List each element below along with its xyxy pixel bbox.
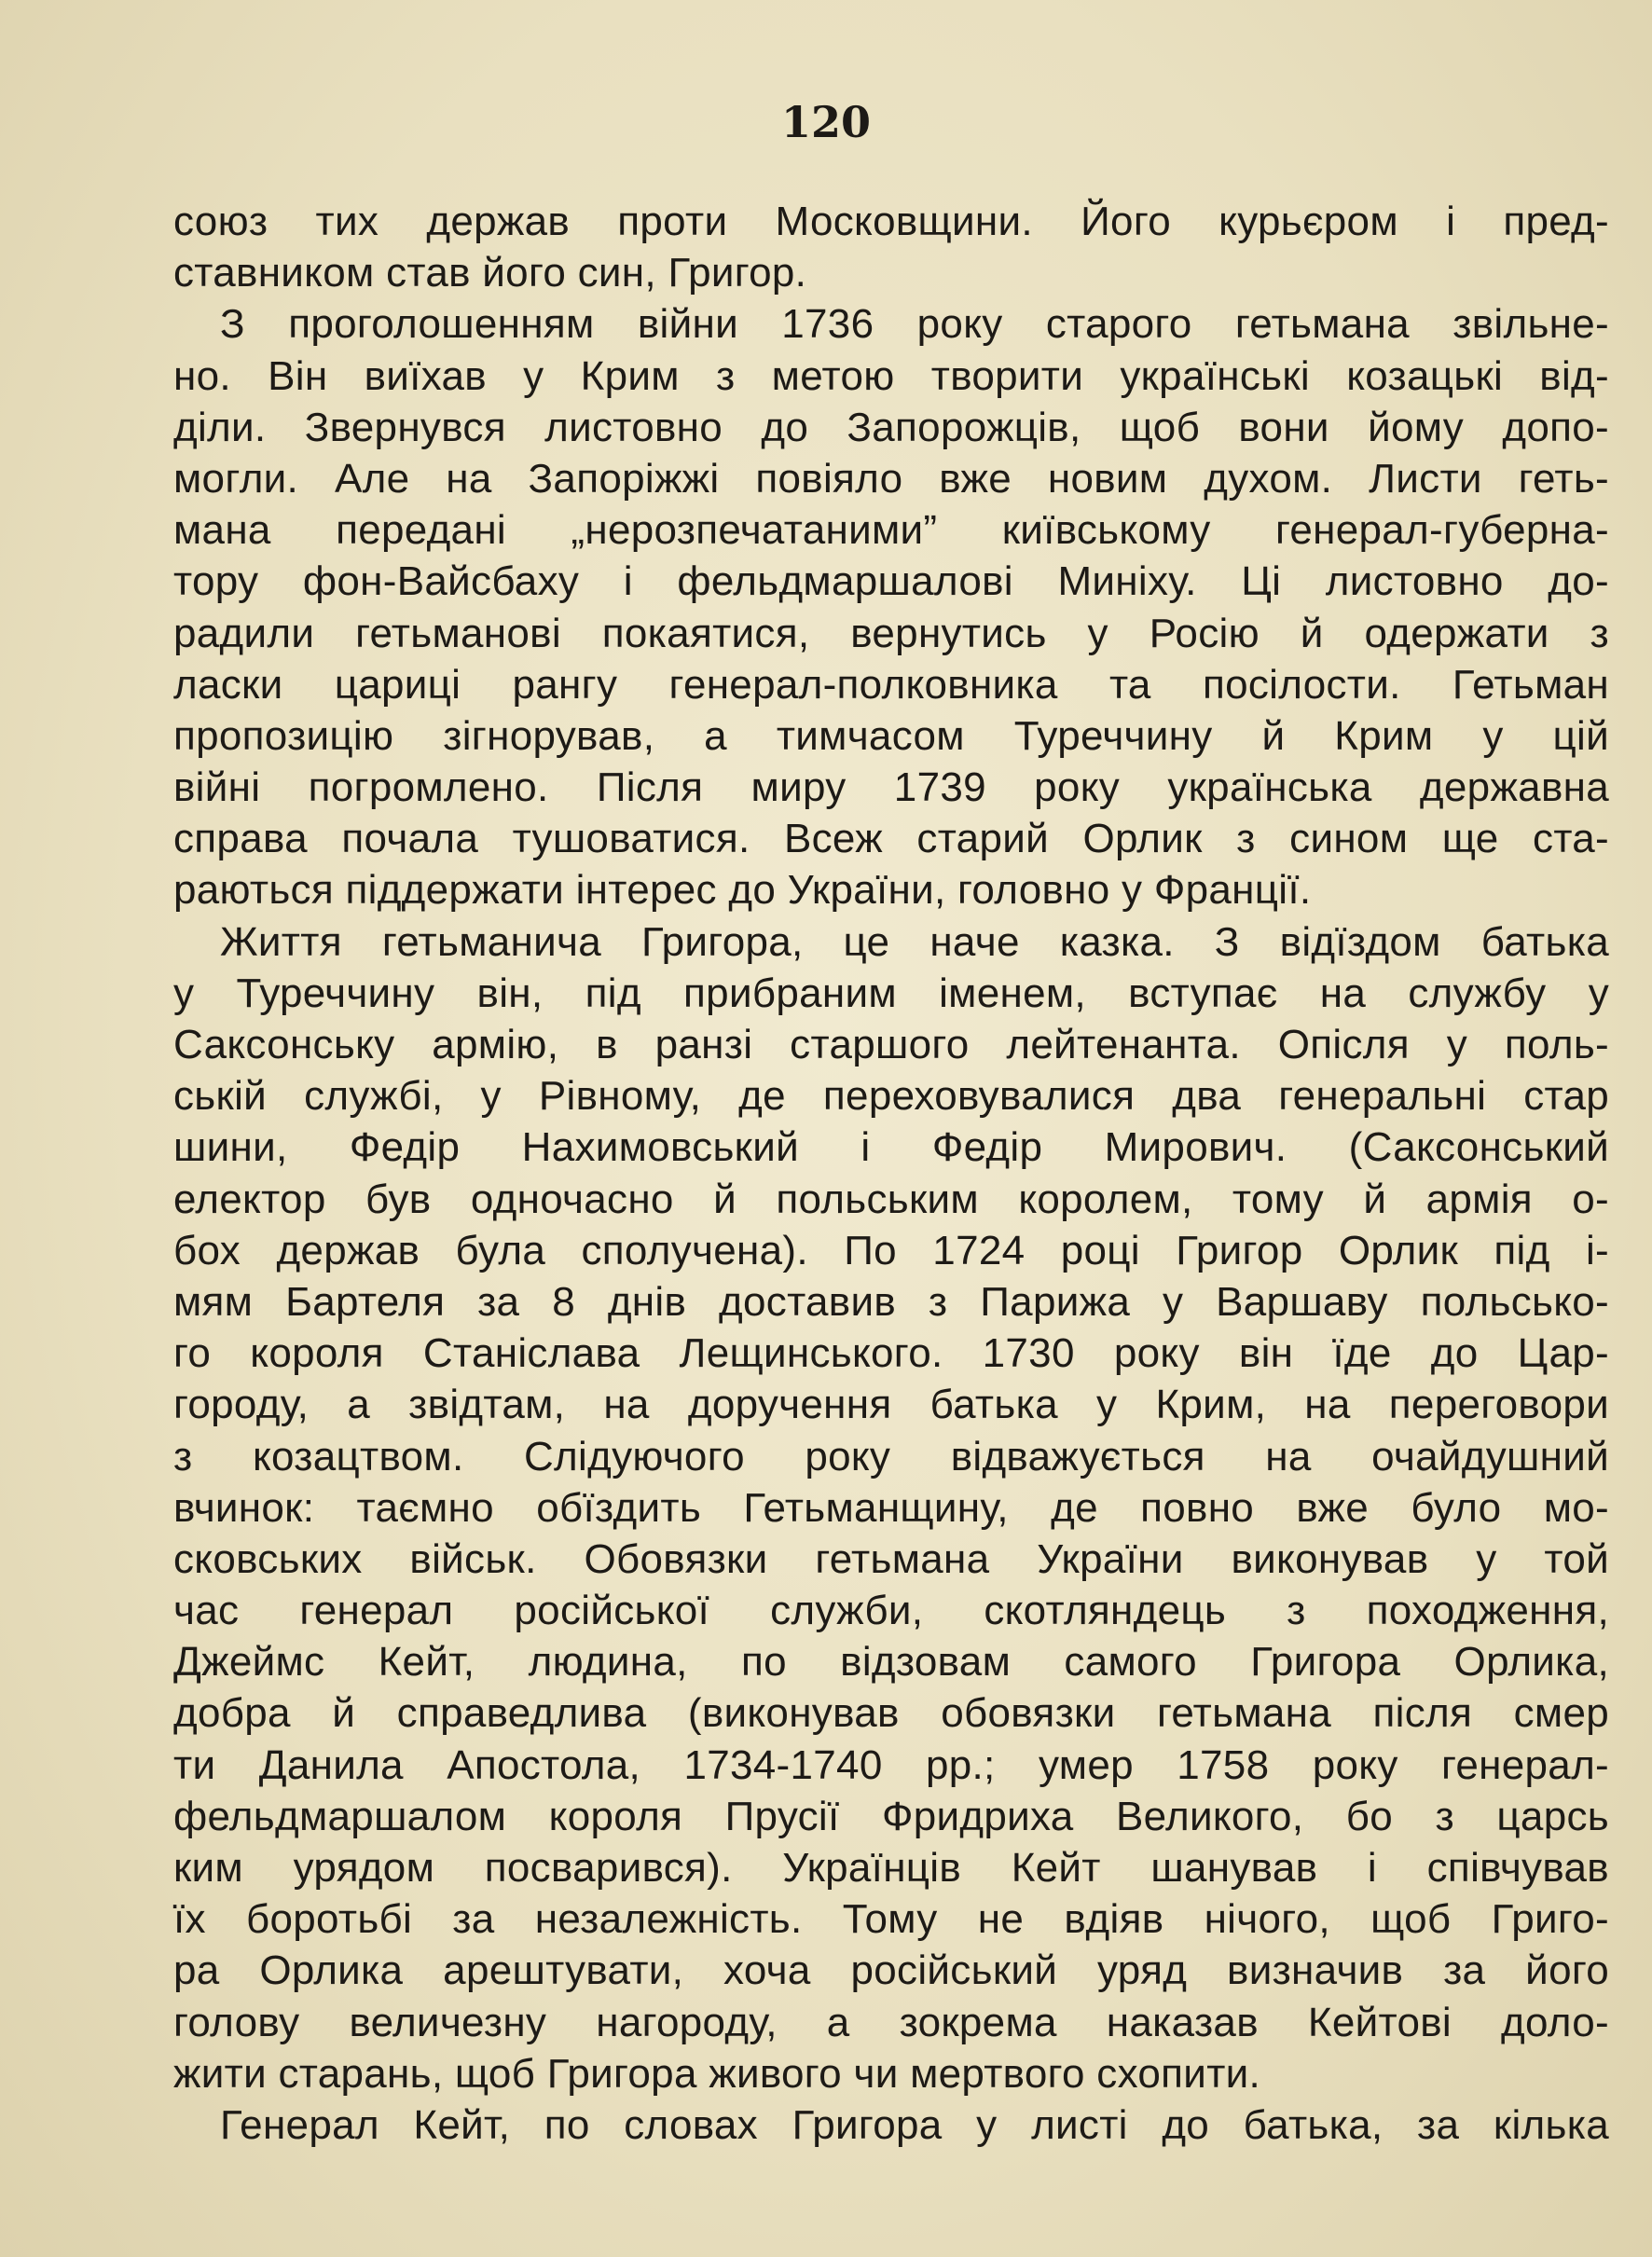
text-line: сковських військ. Обовязки гетьмана України виконував у той — [173, 1535, 1609, 1582]
text-line: З проголошенням війни 1736 року старого гетьмана звільне- — [220, 301, 1609, 348]
text-line: з козацтвом. Слідуючого року відважується на очайдушний — [173, 1433, 1609, 1479]
body-text — [173, 196, 1609, 2151]
text-line: радили гетьманові покаятися, вернутись у Росію й одержати з — [173, 610, 1609, 656]
text-line: справа почала тушоватися. Всеж старий Орлик з сином ще ста- — [173, 816, 1609, 862]
text-line: електор був одночасно й польським королем, тому й армія о- — [173, 1176, 1609, 1222]
text-line: голову величезну нагороду, а зокрема наказав Кейтові доло- — [173, 1999, 1609, 2045]
text-line: у Туреччину він, під прибраним іменем, вступає на службу у — [173, 970, 1609, 1016]
text-line: вчинок: таємно обїздить Гетьманщину, де повно вже було мо- — [173, 1484, 1609, 1531]
text-line: раються піддержати інтерес до України, головно у Франції. — [173, 867, 1312, 914]
text-line: мям Бартеля за 8 днів доставив з Парижа у Варшаву польсько- — [173, 1278, 1609, 1325]
text-line: мана передані „нерозпечатаними” київському генерал-губерна- — [173, 507, 1609, 554]
text-line: Саксонську армію, в ранзі старшого лейтенанта. Опісля у поль- — [173, 1022, 1609, 1067]
text-line: го короля Станіслава Лещинського. 1730 року він їде до Цар- — [173, 1330, 1609, 1377]
text-line: союз тих держав проти Московщини. Його курьєром і пред- — [173, 199, 1609, 244]
text-line: діли. Звернувся листовно до Запорожців, щоб вони йому допо- — [173, 404, 1609, 450]
text-line: ставником став його син, Григор. — [173, 250, 807, 296]
text-line: городу, а звідтам, на доручення батька у Крим, на переговори — [173, 1382, 1609, 1428]
text-line: ській службі, у Рівному, де переховувалися два генеральні стар — [173, 1073, 1609, 1120]
text-line: пропозицію зігнорував, а тимчасом Туреччину й Крим у цій — [173, 712, 1609, 759]
text-line: добра й справедлива (виконував обовязки гетьмана після смер — [173, 1690, 1609, 1737]
text-line: фельдмаршалом короля Прусії Фридриха Великого, бо з царсь — [173, 1793, 1609, 1839]
text-line: час генерал російської служби, скотляндець з походження, — [173, 1588, 1609, 1634]
text-line: Джеймс Кейт, людина, по відзовам самого Григора Орлика, — [173, 1639, 1609, 1686]
text-line: жити старань, щоб Григора живого чи мертвого схопити. — [173, 2050, 1261, 2097]
text-line: ра Орлика арештувати, хоча російський уряд визначив за його — [173, 1947, 1609, 1994]
text-line: но. Він виїхав у Крим з метою творити українські козацькі від- — [173, 352, 1609, 399]
text-line: ким урядом посварився). Українців Кейт шанував і співчував — [173, 1845, 1609, 1891]
text-line: шини, Федір Нахимовський і Федір Мирович. (Саксонський — [173, 1124, 1609, 1171]
text-line: бох держав була сполучена). По 1724 році Григор Орлик під і- — [173, 1227, 1609, 1273]
text-line: їх боротьбі за незалежність. Тому не вдіяв нічого, щоб Григо- — [173, 1896, 1609, 1943]
text-line: могли. Але на Запоріжжі повіяло вже новим духом. Листи геть- — [173, 455, 1609, 502]
text-line: Життя гетьманича Григора, це наче казка. З відїздом батька — [220, 918, 1609, 965]
text-line: ласки цариці рангу генерал-полковника та посілости. Гетьман — [173, 661, 1609, 708]
text-line: війні погромлено. Після миру 1739 року українська державна — [173, 764, 1609, 811]
page-number: 120 — [780, 97, 872, 147]
text-line: Генерал Кейт, по словах Григора у листі до батька, за кілька — [220, 2101, 1609, 2148]
text-line: ти Данила Апостола, 1734-1740 рр.; умер 1758 року генерал- — [173, 1741, 1609, 1788]
text-line: тору фон-Вайсбаху і фельдмаршалові Миніху. Ці листовно до- — [173, 558, 1609, 605]
